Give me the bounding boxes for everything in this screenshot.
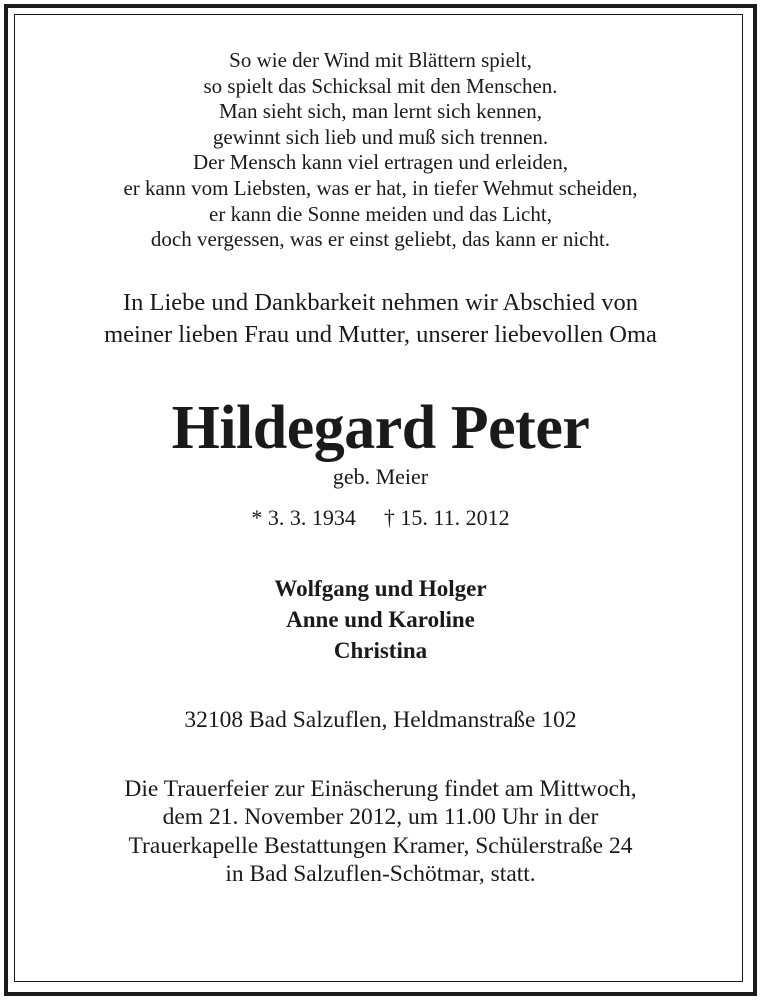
poem xyxy=(14,48,747,253)
poem-line: Man sieht sich, man lernt sich kennen, xyxy=(218,99,543,124)
poem-line: gewinnt sich lieb und muß sich trennen. xyxy=(212,124,549,149)
mourner-line: Anne und Karoline xyxy=(286,606,475,632)
birth-date: * 3. 3. 1934 xyxy=(251,504,356,530)
mourners xyxy=(14,573,747,666)
poem-line: so spielt das Schicksal mit den Menschen. xyxy=(203,73,558,98)
poem-line: er kann die Sonne meiden und das Licht, xyxy=(209,201,552,226)
service-line: Die Trauerfeier zur Einäscherung findet am Mittwoch, xyxy=(124,775,637,802)
address: 32108 Bad Salzuflen, Heldmanstraße 102 xyxy=(184,706,577,733)
service-line: Trauerkapelle Bestattungen Kramer, Schülerstraße 24 xyxy=(128,832,633,859)
death-date: † 15. 11. 2012 xyxy=(383,504,510,530)
funeral-service-info xyxy=(14,775,747,889)
mourner-line: Christina xyxy=(333,637,428,663)
poem-line: So wie der Wind mit Blättern spielt, xyxy=(229,48,532,72)
intro-line: meiner lieben Frau und Mutter, unserer liebevollen Oma xyxy=(104,320,657,348)
poem-line: Der Mensch kann viel ertragen und erleiden, xyxy=(193,150,568,175)
life-dates xyxy=(14,505,747,531)
service-line: in Bad Salzuflen-Schötmar, statt. xyxy=(225,861,536,888)
obituary-notice xyxy=(14,14,747,889)
intro-text xyxy=(14,287,747,351)
mourner-line: Wolfgang und Holger xyxy=(274,575,487,601)
deceased-name: Hildegard Peter xyxy=(171,393,590,462)
maiden-name: geb. Meier xyxy=(332,463,429,489)
service-line: dem 21. November 2012, um 11.00 Uhr in der xyxy=(162,804,599,831)
poem-line: doch vergessen, was er einst geliebt, das kann er nicht. xyxy=(150,227,611,252)
intro-line: In Liebe und Dankbarkeit nehmen wir Abschied von xyxy=(122,288,639,316)
poem-line: er kann vom Liebsten, was er hat, in tiefer Wehmut scheiden, xyxy=(123,175,638,200)
